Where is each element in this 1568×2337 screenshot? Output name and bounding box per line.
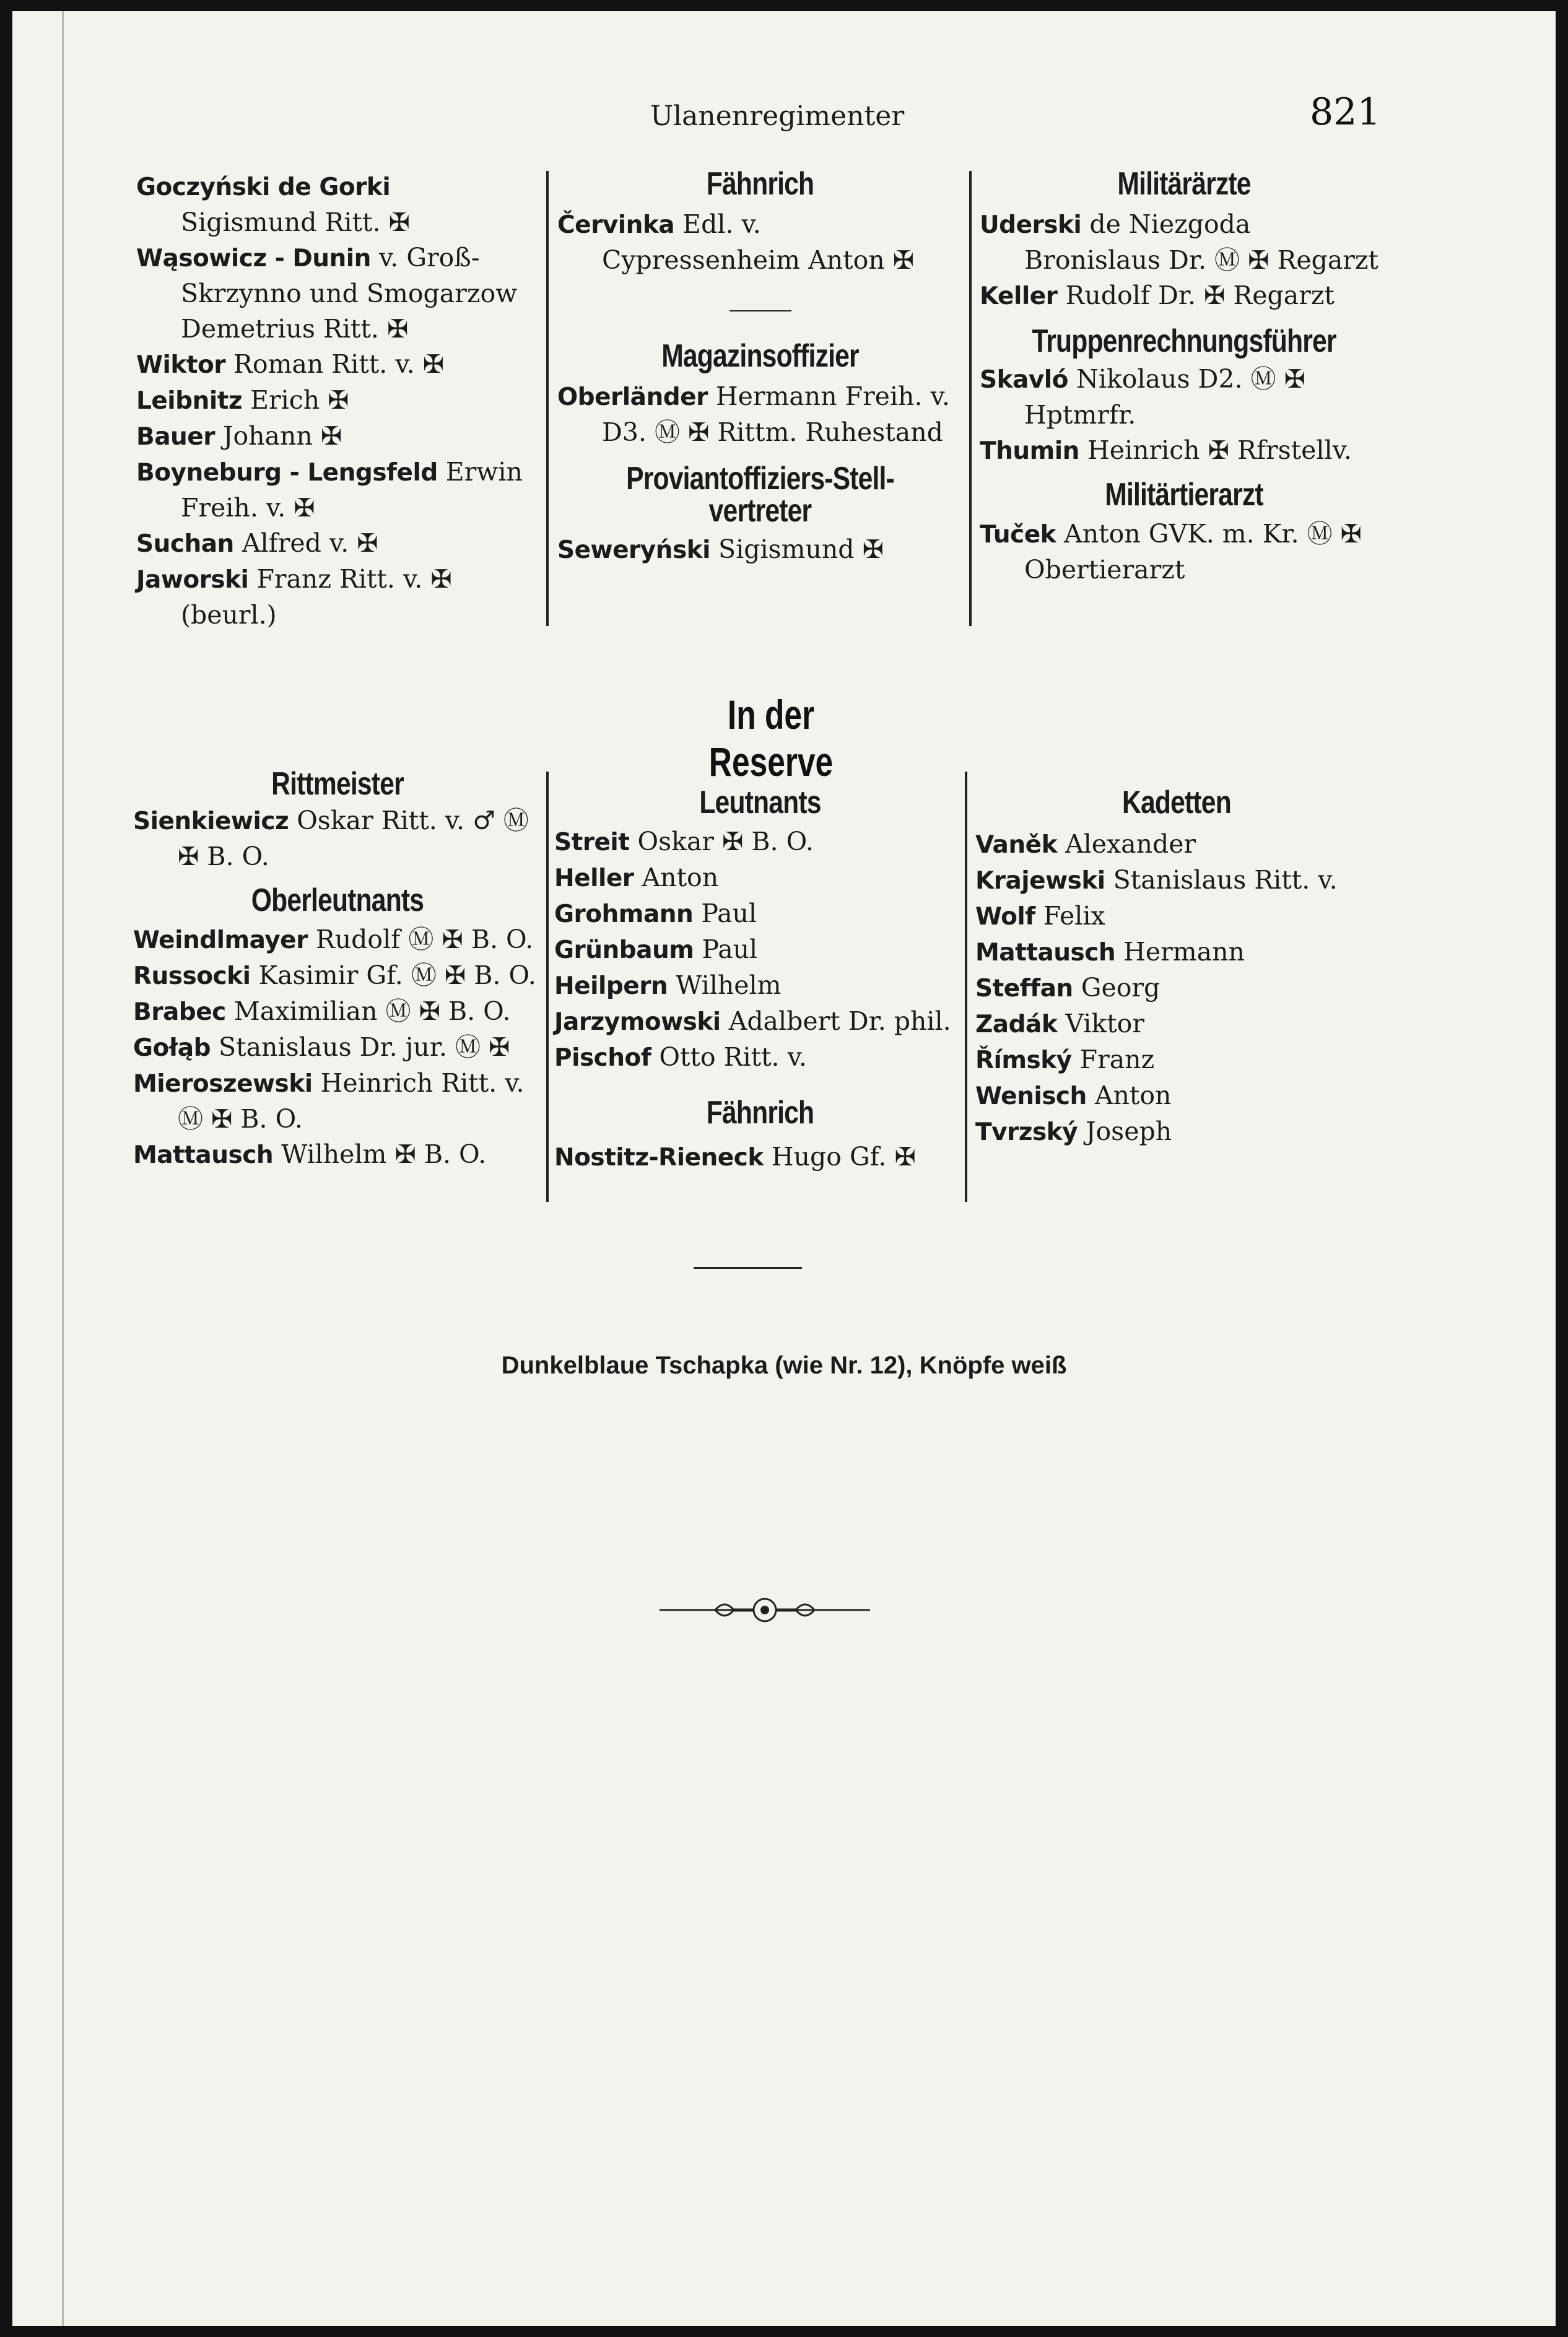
roster-entry [136,383,533,419]
officer-name: Tuček [980,521,1056,549]
officer-name: Heilpern [554,972,668,1000]
section-heading: Militärtierarzt [1105,477,1263,513]
short-rule [730,310,791,311]
top-column-1 [136,169,533,633]
top-column-3 [980,166,1388,588]
officer-details: Nikolaus D2. Ⓜ ✠ Hptmrfr. [1024,364,1305,430]
book-page [12,11,1556,2326]
officer-name: Wiktor [136,351,225,379]
officer-name: Červinka [557,211,675,239]
roster-entry [975,1078,1378,1114]
roster-entry [975,1042,1378,1078]
officer-details: Anton [634,863,719,892]
column-divider [546,772,549,1202]
officer-details: Wilhelm [668,970,782,1000]
roster-entry [133,1137,542,1173]
officer-details: Alfred v. ✠ [233,528,378,558]
roster-entry [980,362,1388,433]
officer-details: Rudolf Dr. ✠ Regarzt [1057,281,1335,310]
officer-name: Steffan [975,975,1073,1003]
officer-details: Anton GVK. m. Kr. Ⓜ ✠ Obertierarzt [1024,519,1362,585]
officer-name: Weindlmayer [133,926,308,954]
roster-entry [554,932,966,968]
roster-entry [975,899,1378,934]
top-column-2 [557,166,963,568]
uniform-note: Dunkelblaue Tschapka (wie Nr. 12), Knöpfe weiß [501,1352,1067,1379]
section-heading: Rittmeister [271,766,404,802]
roster-entry [980,433,1388,469]
column-divider [969,171,972,626]
officer-details: Joseph [1078,1116,1172,1146]
roster-entry [557,207,963,278]
decorative-ornament [660,1595,870,1625]
officer-name: Pischof [554,1044,651,1072]
officer-details: Rudolf Ⓜ ✠ B. O. [307,925,534,954]
section-heading: Truppenrechnungsführer [1032,323,1336,359]
officer-details: Anton [1086,1081,1172,1110]
roster-entry [133,803,542,874]
officer-details: Stanislaus Dr. jur. Ⓜ ✠ [211,1032,510,1062]
roster-entry [133,1066,542,1137]
roster-entry [554,860,966,896]
roster-entry [975,1114,1378,1150]
officer-name: Zadák [975,1011,1058,1038]
roster-entry [136,419,533,455]
officer-name: Skavló [980,366,1068,394]
section-heading: Fähnrich [706,1095,814,1131]
roster-entry [554,1004,966,1040]
roster-entry [975,934,1378,970]
officer-name: Streit [554,829,630,856]
officer-name: Gołąb [133,1034,211,1062]
section-heading: Kadetten [1122,785,1231,820]
roster-entry [133,922,542,958]
officer-details: Alexander [1057,829,1196,859]
officer-details: Edl. v. Cypressenheim Anton ✠ [602,209,915,275]
officer-details: Paul [694,934,758,964]
officer-details: Oskar ✠ B. O. [629,827,814,856]
officer-details: Sigismund Ritt. ✠ [181,207,410,237]
roster-entry [136,562,533,633]
section-heading: Fähnrich [706,166,814,202]
officer-name: Suchan [136,530,234,558]
officer-name: Mieroszewski [133,1070,313,1098]
officer-details: Felix [1035,901,1105,931]
section-heading: Proviantoffiziers-Stell-vertreter [626,461,894,529]
officer-name: Nostitz-Rieneck [554,1144,764,1172]
officer-name: Russocki [133,962,251,990]
roster-entry [133,1030,542,1066]
roster-entry [136,455,533,526]
officer-name: Grünbaum [554,936,694,964]
section-heading: Oberleutnants [251,882,424,918]
officer-name: Tvrzský [975,1118,1078,1146]
officer-details: Wilhelm ✠ B. O. [273,1139,487,1169]
officer-details: Kasimir Gf. Ⓜ ✠ B. O. [250,960,536,990]
column-divider [965,772,967,1202]
roster-entry [557,532,963,568]
officer-details: Maximilian Ⓜ ✠ B. O. [225,996,511,1026]
section-heading: Leutnants [699,785,821,820]
officer-name: Oberländer [557,383,708,411]
officer-name: Bauer [136,423,215,451]
officer-name: Seweryński [557,536,710,564]
roster-entry [554,824,966,860]
officer-name: Keller [980,282,1058,310]
officer-details: Hermann Freih. v. D3. Ⓜ ✠ Rittm. Ruhestand [602,381,950,447]
officer-details: Stanislaus Ritt. v. [1105,865,1338,895]
roster-entry [136,169,533,240]
officer-details: Paul [693,899,757,928]
officer-details: Johann ✠ [215,421,342,451]
roster-entry [133,994,542,1030]
roster-entry [133,958,542,994]
officer-name: Krajewski [975,867,1105,895]
roster-entry [980,516,1388,588]
officer-name: Grohmann [554,900,694,928]
roster-entry [975,1006,1378,1042]
officer-details: Hermann [1115,937,1245,967]
officer-details: Oskar Ritt. v. ♂ Ⓜ ✠ B. O. [178,806,529,871]
officer-details: Sigismund ✠ [710,534,884,564]
reserve-column-2 [554,785,966,1175]
officer-name: Mattausch [975,939,1116,967]
officer-details: v. Groß-Skrzynno und Smogarzow Demetrius Ritt. ✠ [181,243,518,344]
officer-details: Heinrich Ritt. v. Ⓜ ✠ B. O. [178,1068,525,1134]
officer-name: Goczyński de Gorki [136,173,391,201]
officer-details: Adalbert Dr. phil. [720,1006,951,1036]
officer-details: Franz [1071,1045,1155,1074]
reserve-title: In der Reserve [708,692,834,785]
officer-name: Heller [554,864,634,892]
column-divider [546,171,549,626]
page-number: 821 [1310,90,1381,134]
roster-entry [554,1040,966,1076]
officer-name: Wolf [975,903,1035,931]
roster-entry [557,379,963,450]
officer-details: Roman Ritt. v. ✠ [225,349,445,379]
reserve-column-1 [133,767,542,1173]
officer-details: Franz Ritt. v. ✠ (beurl.) [181,564,452,630]
officer-name: Boyneburg - Lengsfeld [136,459,438,487]
running-header: Ulanenregimenter [650,100,905,132]
roster-entry [975,863,1378,899]
roster-entry [136,526,533,562]
roster-entry [980,207,1388,278]
officer-name: Sienkiewicz [133,807,289,835]
section-heading: Militärärzte [1117,166,1251,202]
officer-name: Thumin [980,437,1079,465]
roster-entry [980,278,1388,314]
officer-name: Wenisch [975,1082,1087,1110]
officer-details: Erwin Freih. v. ✠ [181,457,523,523]
officer-name: Uderski [980,211,1082,239]
reserve-column-3 [975,785,1378,1150]
officer-name: Vaněk [975,831,1058,859]
officer-details: de Niezgoda Bronislaus Dr. Ⓜ ✠ Regarzt [1024,209,1379,275]
officer-details: Hugo Gf. ✠ [763,1142,916,1172]
roster-entry [975,970,1378,1006]
officer-details: Heinrich ✠ Rfrstellv. [1079,435,1352,465]
officer-details: Erich ✠ [242,385,349,415]
officer-name: Wąsowicz - Dunin [136,245,371,272]
officer-details: Viktor [1057,1009,1144,1038]
officer-details: Georg [1073,973,1161,1003]
roster-entry [136,347,533,383]
officer-details: Otto Ritt. v. [651,1042,807,1072]
section-rule [694,1267,802,1269]
officer-name: Jaworski [136,566,249,594]
section-heading: Magazinsoffizier [661,338,859,374]
officer-name: Mattausch [133,1141,274,1169]
officer-name: Jarzymowski [554,1008,721,1036]
officer-name: Leibnitz [136,387,243,415]
roster-entry [975,827,1378,863]
roster-entry [554,896,966,932]
roster-entry [554,968,966,1004]
officer-name: Brabec [133,998,226,1026]
officer-name: Římský [975,1047,1072,1074]
roster-entry [554,1139,966,1175]
roster-entry [136,240,533,347]
